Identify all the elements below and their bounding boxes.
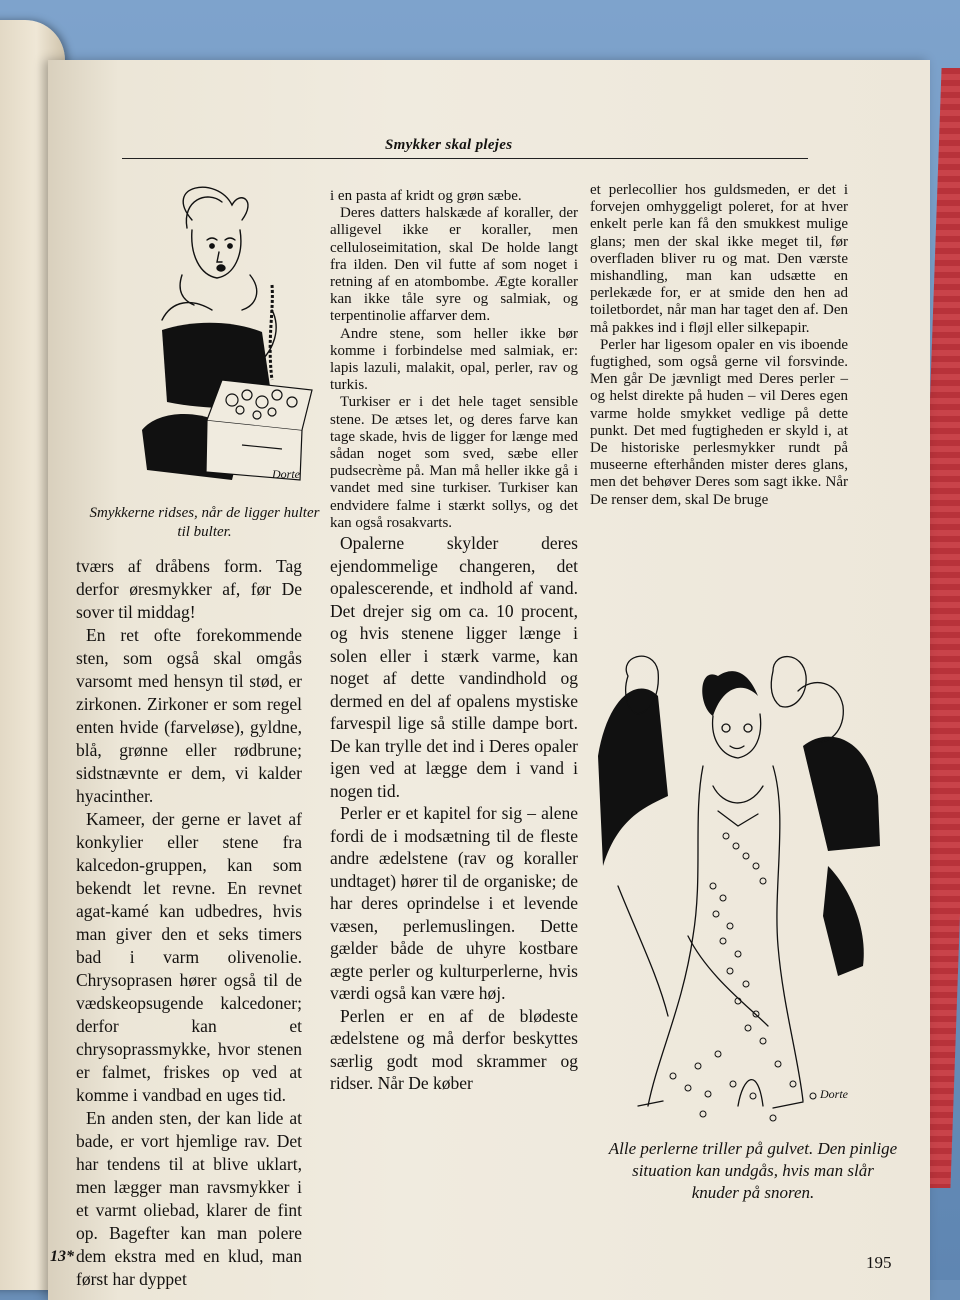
paragraph: tværs af dråbens form. Tag derfor øresmykker af, før De sover til middag! bbox=[76, 556, 302, 622]
page-number: 195 bbox=[866, 1253, 892, 1272]
paragraph: Perlen er en af de blødeste ædelstene og må derfor beskyttes særlig godt mod skrammer og ridser. Når De køber bbox=[330, 1005, 578, 1094]
illustration-1-caption: Smykkerne ridses, når de ligger hulter til bulter. bbox=[89, 505, 320, 540]
paragraph: Andre stene, som heller ikke bør komme i forbindelse med salmiak, er: lapis lazuli, malakit, opal, perler, rav og turkis. bbox=[330, 325, 578, 394]
paragraph: En anden sten, der kan lide at bade, er vort hjemlige rav. Det har tendens til at blive uklart, men lægger man ravsmykker i et varmt oliebad, klarer de fint op. Bagefter kan man polere dem ekstra med en klud, man først har dyppet bbox=[76, 1108, 302, 1289]
paragraph: En ret ofte forekommende sten, som også skal omgås varsomt med hensyn til stød, er zirkonen. Zirkoner er som regel enten hvide (farveløse), gyldne, blå, grønne eller rødbrune; sidstnævnte er dem, vi kalder hyacinther. bbox=[76, 625, 302, 806]
text-column-left bbox=[76, 555, 302, 1291]
text-column-right bbox=[590, 182, 848, 509]
paragraph: Kameer, der gerne er lavet af konkylier eller stene fra kalcedon-gruppen, kan som bekendt let revne. En revnet agat-kamé kan udbedres, hvis man giver den et seks timers bad i varm olivenolie. Chrysoprasen hører også til de vædskeopsugende kalcedoner; derfor kan et chrysoprassmykke, hvor stenen er falmet, friskes op ved at komme i vandbad en uges tid. bbox=[76, 809, 302, 1105]
paragraph: i en pasta af kridt og grøn sæbe. bbox=[330, 188, 522, 204]
paragraph: Turkiser er i det hele taget sensible stene. De ætses let, og deres farve kan tage skade, hvis de ligger for længe med sådan noget som sved, sæbe eller pudsecrème på. Man må heller ikke gå i vandet med sine turkiser. Turkiser kan endvidere falme i stærkt sollys, og det kan også rosakvarts. bbox=[330, 394, 578, 531]
illustration-2-signature: Dorte bbox=[820, 1087, 848, 1101]
paragraph: Perler er et kapitel for sig – alene fordi de i modsætning til de fleste andre ædelstene (rav og koraller undtaget) hører til de organiske; de har deres oprindelse i et levende væsen, perlemuslingen. Dette gælder både de uhyre kostbare ægte perler og kulturperlerne, hvis værdi også kan være høj. bbox=[330, 803, 578, 1004]
woman-jewelry-box-illustration bbox=[122, 180, 322, 498]
text-column-middle bbox=[330, 188, 578, 1095]
illustration-1-signature: Dorte bbox=[272, 467, 300, 481]
illustration-2-caption: Alle perlerne triller på gulvet. Den pinlige situation kan undgås, hvis man slår knuder på snoren. bbox=[608, 1139, 898, 1202]
paragraph: Deres datters halskæde af koraller, der alligevel ikke er koraller, men celluloseimitation, skal De holde langt fra ilden. Den vil futte af som noget i retning af en atombombe. Ægte koraller kan ikke tåle syre og salmiak, og terpentinolie affarver dem. bbox=[330, 205, 578, 325]
paragraph: et perlecollier hos guldsmeden, er det i forvejen omhyggeligt poleret, for at hver enkelt perle kan få den smukkest mulige glans; men der skal ikke meget til, før overfladen bliver ru og mat. Den værste mishandling, man kan udsætte en perlekæde for, er at smide den hen ad toiletbordet, når man har taget den af. Den må pakkes ind i fløjl eller silkepapir. bbox=[590, 182, 848, 336]
paragraph: Opalerne skylder deres ejendommelige changeren, det opalescerende, et indhold af vand. Det drejer sig om ca. 10 procent, og hvis stenene ligger længe i solen eller i stærk varme, kan noget af dette vandindhold og dermed en del af opalens mystiske farvespil lige så stille dampe bort. De kan trylle det ind i Deres opaler igen ved at lægge dem i vand i nogen tid. bbox=[330, 533, 578, 801]
paragraph: Perler har ligesom opaler en vis iboende fugtighed, som også gerne vil forsvinde. Men går De jævnligt med Deres perler – og helst direkte på huden – vil Deres egen varme holde smykket vedlige på dette punkt. Det med fugtigheden er skyld i, at De historiske perlesmykker rundt på museerne efterhånden mister deres glans, men det behøver Deres som sagt ikke. Når De renser dem, skal De bruge bbox=[590, 336, 848, 508]
running-title: Smykker skal plejes bbox=[385, 137, 513, 153]
header-rule bbox=[122, 158, 808, 159]
pearls-falling-illustration bbox=[598, 636, 880, 1131]
signature-mark: 13* bbox=[50, 1248, 74, 1265]
